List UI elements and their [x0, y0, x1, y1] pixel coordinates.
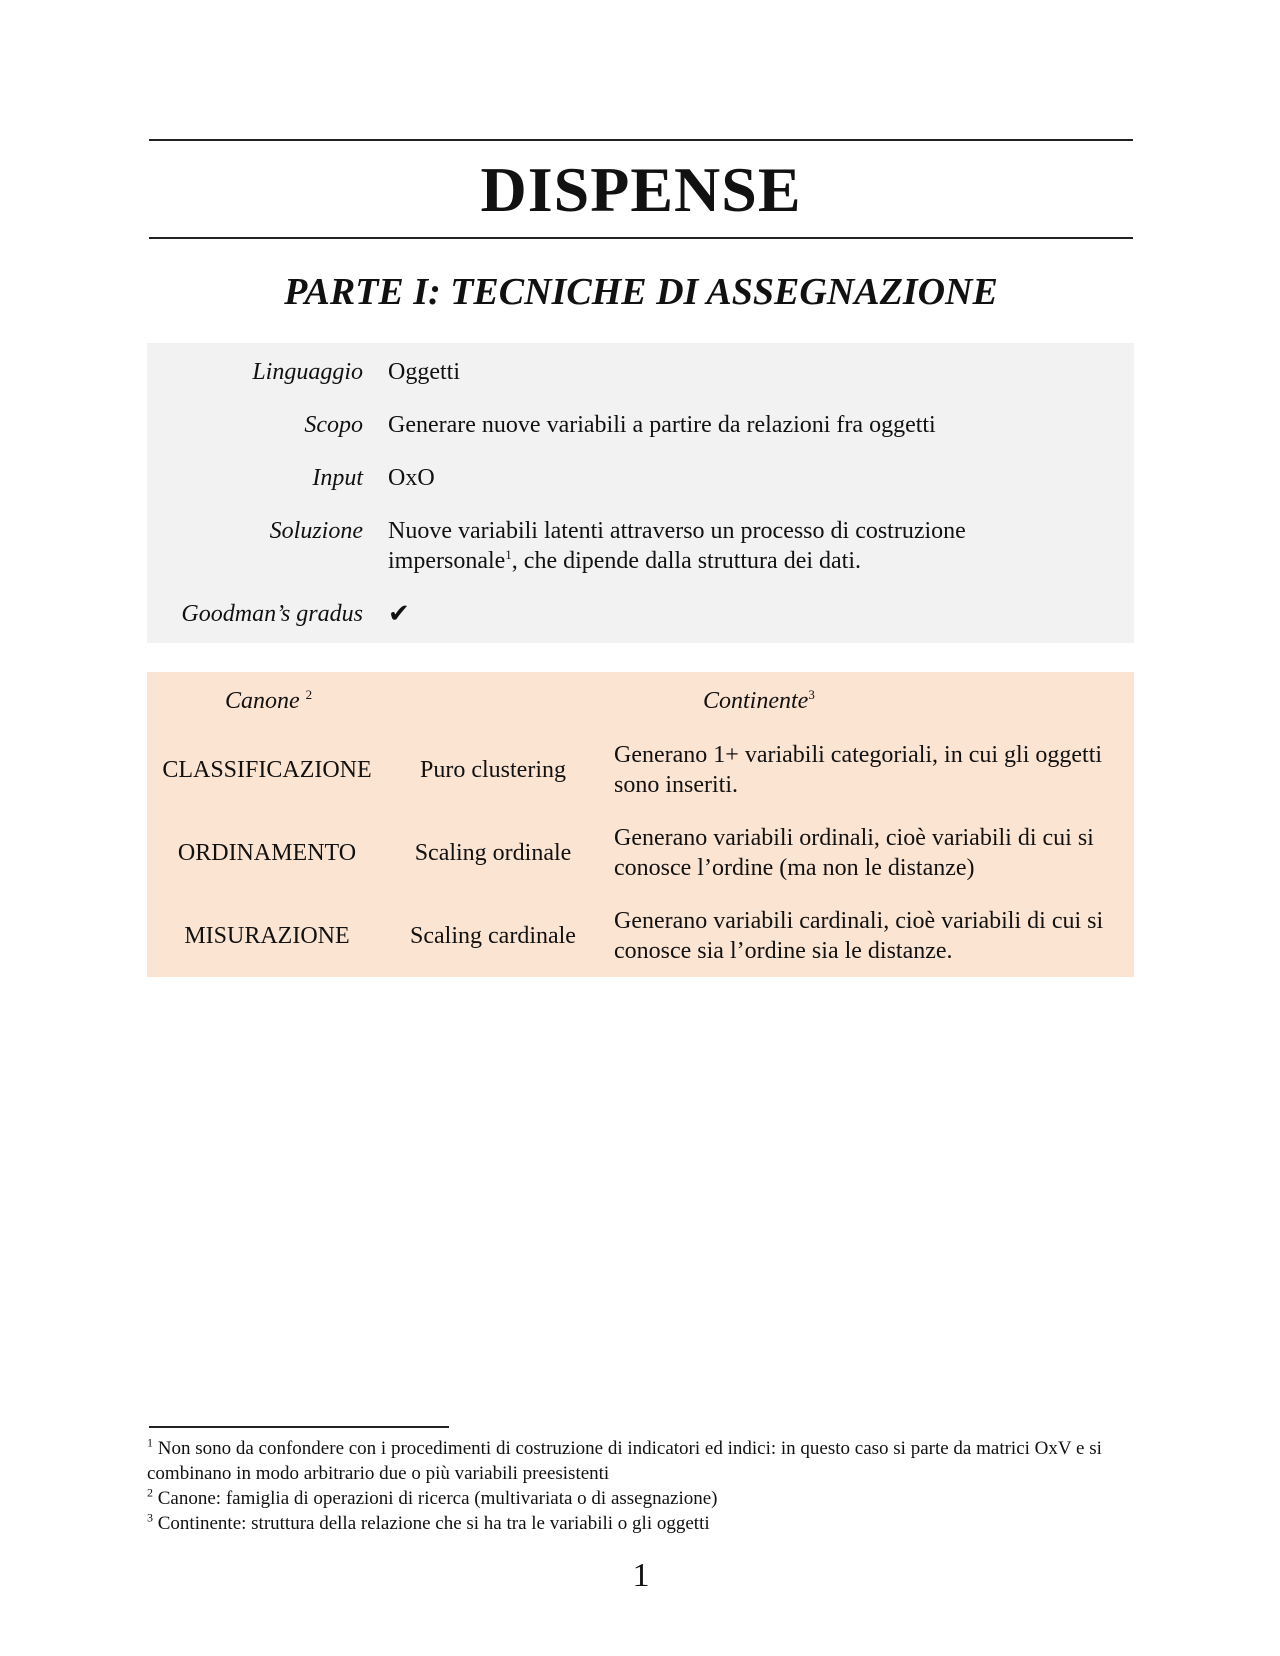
- table-row: [147, 901, 1134, 971]
- info-value-line: impersonale: [388, 548, 506, 574]
- footnote-ref: 1: [505, 547, 512, 562]
- info-value: Oggetti: [388, 359, 460, 385]
- info-label: Input: [312, 465, 363, 491]
- info-value: Generare nuove variabili a partire da relazioni fra oggetti: [388, 412, 936, 438]
- canon-table: [147, 672, 1134, 977]
- description-cell: Generano variabili ordinali, cioè variabili di cui si conosce l’ordine (ma non le distanze): [614, 825, 1094, 881]
- canone-cell: CLASSIFICAZIONE: [162, 756, 372, 783]
- info-label: Scopo: [304, 412, 363, 438]
- column-header-canone: [225, 686, 312, 716]
- info-label: Soluzione: [269, 518, 363, 544]
- footnote: [147, 1511, 1137, 1536]
- footnote-marker: 3: [147, 1510, 153, 1525]
- column-header-continente: [703, 686, 815, 716]
- canone-cell: MISURAZIONE: [184, 922, 350, 949]
- continente-cell: Scaling ordinale: [414, 839, 572, 866]
- info-label: Goodman’s gradus: [181, 601, 363, 627]
- footnote-marker: 1: [147, 1435, 153, 1450]
- section-heading: PARTE I: TECNICHE DI ASSEGNAZIONE: [284, 271, 998, 313]
- footnote-text: Non sono da confondere con i procedimenti di costruzione di indicatori ed indici: in questo caso si parte da matrici OxV e si combinano in modo arbitrario due o più variabili preesistenti: [147, 1438, 1102, 1484]
- info-value: [388, 516, 1088, 576]
- title-rule-bottom: [149, 237, 1133, 239]
- document-title: DISPENSE: [480, 154, 802, 225]
- footnotes: [147, 1436, 1137, 1536]
- footnote-ref: 2: [305, 687, 313, 702]
- info-value: OxO: [388, 465, 435, 491]
- info-value-line: Nuove variabili latenti attraverso un processo di costruzione: [388, 518, 966, 544]
- info-label: Linguaggio: [252, 359, 363, 385]
- title-rule-top: [149, 139, 1133, 141]
- table-row: [147, 735, 1134, 805]
- footnote-ref: 3: [808, 687, 815, 702]
- column-header-label: Canone: [225, 688, 300, 714]
- info-table: [147, 343, 1134, 643]
- footnote-text: Continente: struttura della relazione che si ha tra le variabili o gli oggetti: [157, 1513, 710, 1534]
- continente-cell: Scaling cardinale: [410, 922, 576, 949]
- footnote: [147, 1436, 1137, 1486]
- continente-cell: Puro clustering: [420, 756, 566, 783]
- footnote-separator: [149, 1426, 449, 1428]
- table-row: [147, 818, 1134, 888]
- info-value-line: , che dipende dalla struttura dei dati.: [511, 548, 862, 574]
- page-number: 1: [632, 1557, 650, 1594]
- footnote: [147, 1486, 1137, 1511]
- check-mark-icon: ✔: [388, 599, 410, 628]
- description-cell: Generano 1+ variabili categoriali, in cui gli oggetti sono inseriti.: [614, 742, 1103, 798]
- canone-cell: ORDINAMENTO: [177, 839, 357, 866]
- column-header-label: Continente: [703, 688, 809, 714]
- footnote-marker: 2: [147, 1485, 153, 1500]
- description-cell: Generano variabili cardinali, cioè variabili di cui si conosce sia l’ordine sia le distanze.: [614, 908, 1104, 964]
- footnote-text: Canone: famiglia di operazioni di ricerca (multivariata o di assegnazione): [157, 1488, 718, 1509]
